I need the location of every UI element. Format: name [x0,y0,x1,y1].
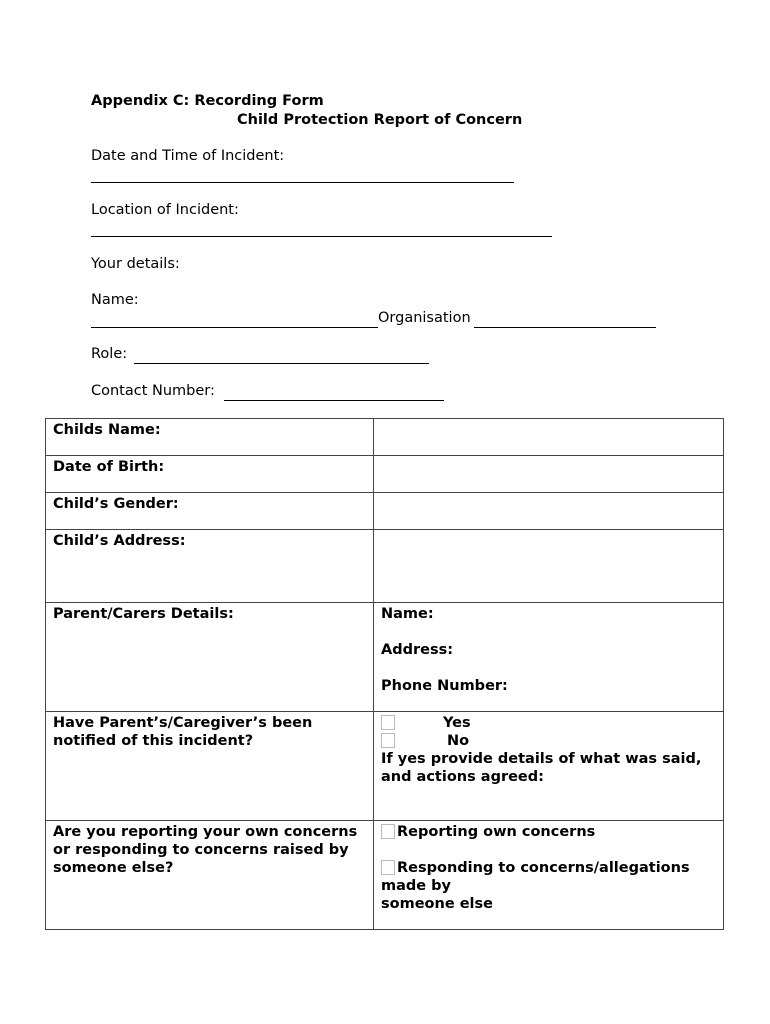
yes-option[interactable] [381,714,717,732]
address-label: Child’s Address: [46,530,374,603]
organisation-label: Organisation [378,310,471,326]
notified-answer-cell [374,712,724,821]
responding-label-continued: someone else [381,896,493,912]
date-time-label: Date and Time of Incident: [91,148,285,164]
appendix-title: Appendix C: Recording Form [91,93,324,109]
notified-question: Have Parent’s/Caregiver’s been notified of this incident? [46,712,374,821]
responding-option[interactable] [381,859,717,895]
name-input-line[interactable] [91,327,378,328]
table-row [46,493,724,530]
yes-checkbox[interactable] [381,715,395,730]
table-row [46,456,724,493]
childs-name-label: Childs Name: [46,419,374,456]
table-row [46,419,724,456]
contact-number-input-line[interactable] [224,400,444,401]
role-input-line[interactable] [134,363,429,364]
address-value-cell[interactable] [374,530,724,603]
childs-name-value-cell[interactable] [374,419,724,456]
your-details-label: Your details: [91,256,180,272]
own-concerns-label: Reporting own concerns [397,824,596,840]
dob-label: Date of Birth: [46,456,374,493]
own-concerns-option[interactable] [381,823,717,841]
parent-details-label: Parent/Carers Details: [46,603,374,712]
no-option[interactable] [381,732,717,750]
parent-address-label: Address: [381,642,454,658]
name-label: Name: [91,292,139,308]
contact-number-label: Contact Number: [91,383,215,399]
reporting-answer-cell [374,821,724,930]
organisation-input-line[interactable] [474,327,656,328]
responding-checkbox[interactable] [381,860,395,875]
gender-label: Child’s Gender: [46,493,374,530]
location-input-line[interactable] [91,236,552,237]
yes-details-label: If yes provide details of what was said, and actions agreed: [381,751,702,785]
responding-label: Responding to concerns/allegations made by [381,860,690,894]
own-concerns-checkbox[interactable] [381,824,395,839]
parent-name-label: Name: [381,606,434,622]
table-row [46,530,724,603]
table-row [46,821,724,930]
location-label: Location of Incident: [91,202,239,218]
no-label: No [447,733,470,749]
yes-label: Yes [443,715,471,731]
form-title: Child Protection Report of Concern [237,112,523,128]
role-label: Role: [91,346,128,362]
child-details-table [45,418,724,930]
date-time-input-line[interactable] [91,182,514,183]
dob-value-cell[interactable] [374,456,724,493]
parent-details-cell[interactable] [374,603,724,712]
table-row [46,712,724,821]
parent-phone-label: Phone Number: [381,678,508,694]
table-row [46,603,724,712]
reporting-question: Are you reporting your own concerns or responding to concerns raised by someone else? [46,821,374,930]
gender-value-cell[interactable] [374,493,724,530]
no-checkbox[interactable] [381,733,395,748]
